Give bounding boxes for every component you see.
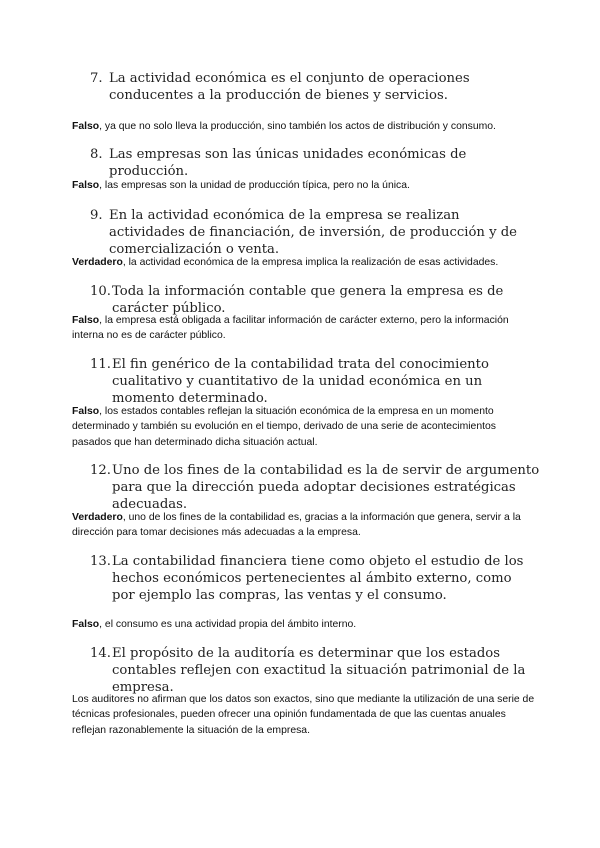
verdict: Verdadero bbox=[72, 512, 123, 523]
question-number: 14. bbox=[90, 646, 111, 661]
verdict: Falso bbox=[72, 315, 100, 326]
question-text: La contabilidad financiera tiene como objeto el estudio de los hechos económicos pertenecientes al ámbito externo, como por ejemplo las compras, las ventas y el consumo. bbox=[112, 554, 524, 603]
answer-8 bbox=[72, 178, 537, 193]
explanation: , la empresa está obligada a facilitar información de carácter externo, pero la información interna no es de carácter público. bbox=[72, 315, 509, 342]
question-text: El propósito de la auditoría es determinar que los estados contables reflejen con exactitud la situación patrimonial de la empresa. bbox=[112, 646, 526, 695]
question-10 bbox=[90, 283, 540, 317]
answer-11 bbox=[72, 404, 537, 450]
verdict: Falso bbox=[72, 619, 100, 630]
question-number: 7. bbox=[90, 71, 103, 86]
question-text: La actividad económica es el conjunto de operaciones conducentes a la producción de bienes y servicios. bbox=[109, 71, 470, 103]
question-number: 9. bbox=[90, 208, 103, 223]
explanation: , los estados contables reflejan la situación económica de la empresa en un momento determinado y también su evolución en el tiempo, derivado de una serie de acontecimientos pasados que han determinado dicha situación actual. bbox=[72, 406, 496, 448]
question-13 bbox=[90, 553, 530, 604]
question-number: 10. bbox=[90, 284, 111, 299]
question-12 bbox=[90, 462, 540, 513]
question-9 bbox=[90, 207, 530, 258]
verdict: Falso bbox=[72, 180, 100, 191]
explanation: , ya que no solo lleva la producción, sino también los actos de distribución y consumo. bbox=[99, 121, 496, 132]
explanation: , la actividad económica de la empresa implica la realización de esas actividades. bbox=[122, 257, 499, 268]
question-text: El fin genérico de la contabilidad trata del conocimiento cualitativo y cuantitativo de la unidad económica en un momento determinado. bbox=[112, 357, 489, 406]
question-number: 11. bbox=[90, 357, 111, 372]
question-7 bbox=[90, 70, 530, 104]
question-14 bbox=[90, 645, 530, 696]
question-number: 8. bbox=[90, 147, 103, 162]
explanation: Los auditores no afirman que los datos son exactos, sino que mediante la utilización de una serie de técnicas profesionales, pueden ofrecer una opinión fundamentada de que las cuentas anuales reflejan razonablemente la situación de la empresa. bbox=[72, 694, 535, 736]
question-text: Uno de los fines de la contabilidad es la de servir de argumento para que la dirección pueda adoptar decisiones estratégicas adecuadas. bbox=[112, 463, 540, 512]
answer-13 bbox=[72, 617, 537, 632]
verdict: Falso bbox=[72, 121, 100, 132]
explanation: , uno de los fines de la contabilidad es, gracias a la información que genera, servir a la dirección para tomar decisiones más adecuadas a la empresa. bbox=[72, 512, 521, 539]
question-8 bbox=[90, 146, 530, 180]
answer-9 bbox=[72, 255, 537, 270]
explanation: , las empresas son la unidad de producción típica, pero no la única. bbox=[99, 180, 410, 191]
explanation: , el consumo es una actividad propia del ámbito interno. bbox=[99, 619, 357, 630]
question-text: Toda la información contable que genera la empresa es de carácter público. bbox=[112, 284, 504, 316]
question-text: En la actividad económica de la empresa se realizan actividades de financiación, de inversión, de producción y de comercialización o venta. bbox=[109, 208, 517, 257]
answer-14 bbox=[72, 692, 537, 738]
answer-10 bbox=[72, 313, 537, 344]
question-number: 12. bbox=[90, 463, 111, 478]
answer-7 bbox=[72, 119, 537, 134]
question-text: Las empresas son las únicas unidades económicas de producción. bbox=[109, 147, 467, 179]
question-11 bbox=[90, 356, 530, 407]
verdict: Falso bbox=[72, 406, 100, 417]
verdict: Verdadero bbox=[72, 257, 123, 268]
question-number: 13. bbox=[90, 554, 111, 569]
answer-12 bbox=[72, 510, 537, 541]
